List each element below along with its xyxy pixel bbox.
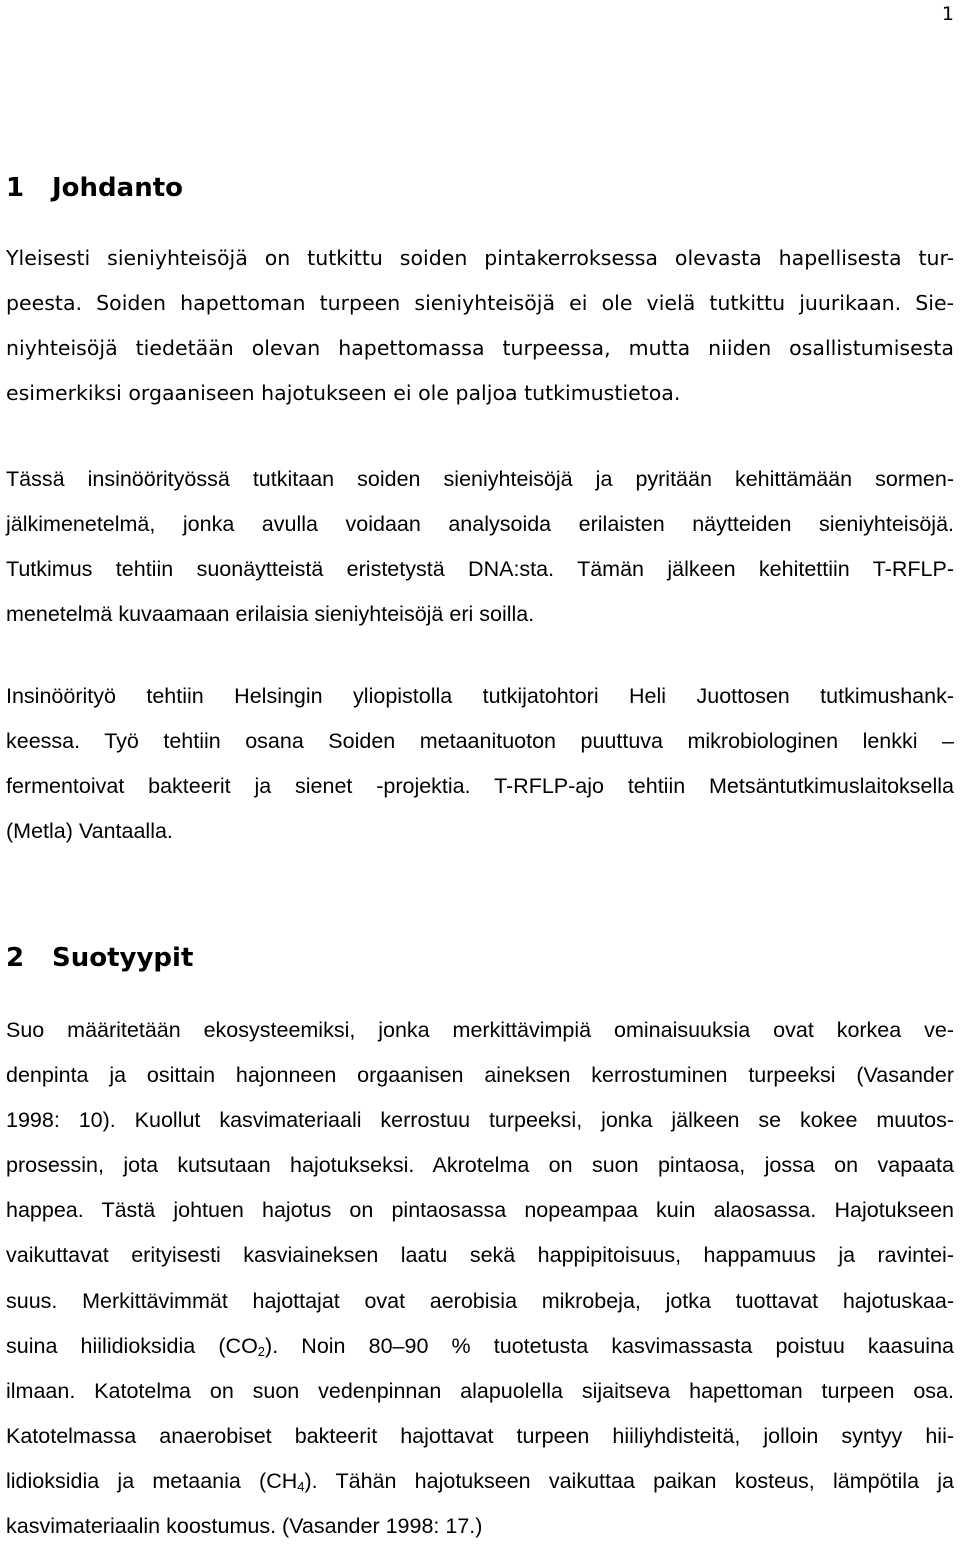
line-text: ). Noin 80–90 % tuotetusta kasvimassasta poistuu kaasuina [265, 1333, 954, 1358]
paragraph-line: Tutkimus tehtiin suonäytteistä eristetystä DNA:sta. Tämän jälkeen kehitettiin T-RFLP- [6, 557, 954, 582]
paragraph-line: jälkimenetelmä, jonka avulla voidaan analysoida erilaisten näytteiden sieniyhteisöjä. [6, 512, 954, 537]
paragraph-line: prosessin, jota kutsutaan hajotukseksi. Akrotelma on suon pintaosa, jossa on vapaata [6, 1153, 954, 1178]
subscript: 2 [257, 1343, 266, 1359]
section-heading-1 [6, 171, 183, 205]
subscript: 4 [297, 1478, 305, 1494]
paragraph-line: denpinta ja osittain hajonneen orgaanisen aineksen kerrostuminen turpeeksi (Vasander [6, 1063, 954, 1088]
paragraph-line: peesta. Soiden hapettoman turpeen sieniyhteisöjä ei ole vielä tutkittu juurikaan. Sie- [6, 291, 954, 316]
paragraph-line: niyhteisöjä tiedetään olevan hapettomassa turpeessa, mutta niiden osallistumisesta [6, 336, 954, 361]
paragraph-line: Insinöörityö tehtiin Helsingin yliopistolla tutkijatohtori Heli Juottosen tutkimushank- [6, 684, 954, 708]
paragraph-line: keessa. Työ tehtiin osana Soiden metaanituoton puuttuva mikrobiologinen lenkki – [6, 729, 954, 754]
paragraph-line: esimerkiksi orgaaniseen hajotukseen ei ole paljoa tutkimustietoa. [6, 381, 681, 406]
paragraph-line: 1998: 10). Kuollut kasvimateriaali kerrostuu turpeeksi, jonka jälkeen se kokee muutos- [6, 1108, 954, 1133]
paragraph-intro [6, 236, 954, 416]
paragraph-line: happea. Tästä johtuen hajotus on pintaosassa nopeampaa kuin alaosassa. Hajotukseen [6, 1198, 954, 1223]
section-number: 1 [6, 173, 25, 203]
line-text: lidioksidia ja metaania (CH [6, 1468, 298, 1493]
paragraph-line: ilmaan. Katotelma on suon vedenpinnan alapuolella sijaitseva hapettoman turpeen osa. [6, 1378, 954, 1403]
section-heading-2 [6, 941, 193, 975]
paragraph-line: menetelmä kuvaamaan erilaisia sieniyhteisöjä eri soilla. [6, 602, 535, 627]
paragraph-line: suus. Merkittävimmät hajottajat ovat aerobisia mikrobeja, jotka tuottavat hajotuskaa- [6, 1288, 954, 1313]
section-title: Johdanto [52, 173, 184, 203]
paragraph-peatland-types [6, 1008, 954, 1549]
paragraph-line: Katotelmassa anaerobiset bakteerit hajottavat turpeen hiiliyhdisteitä, jolloin syntyy hii- [6, 1423, 954, 1448]
paragraph-line [6, 1324, 954, 1369]
paragraph-line: Yleisesti sieniyhteisöjä on tutkittu soiden pintakerroksessa olevasta hapellisesta tur- [6, 246, 954, 270]
paragraph-context [6, 674, 954, 854]
paragraph-line: Suo määritetään ekosysteemiksi, jonka merkittävimpiä ominaisuuksia ovat korkea ve- [6, 1018, 954, 1042]
page-number: 1 [941, 3, 954, 25]
paragraph-line: fermentoivat bakteerit ja sienet -projektia. T-RFLP-ajo tehtiin Metsäntutkimuslaitoksella [6, 774, 954, 799]
section-title: Suotyypit [52, 943, 194, 973]
line-text: suina hiilidioksidia (CO [6, 1333, 258, 1358]
line-text: ). Tähän hajotukseen vaikuttaa paikan kosteus, lämpötila ja [304, 1468, 954, 1493]
paragraph-line [6, 1459, 954, 1504]
paragraph-line: kasvimateriaalin koostumus. (Vasander 1998: 17.) [6, 1514, 483, 1539]
paragraph-line: (Metla) Vantaalla. [6, 819, 173, 844]
paragraph-aim [6, 457, 954, 637]
paragraph-line: vaikuttavat erityisesti kasviaineksen laatu sekä happipitoisuus, happamuus ja ravintei- [6, 1243, 954, 1268]
section-number: 2 [6, 943, 25, 973]
paragraph-line: Tässä insinöörityössä tutkitaan soiden sieniyhteisöjä ja pyritään kehittämään sormen- [6, 467, 954, 491]
